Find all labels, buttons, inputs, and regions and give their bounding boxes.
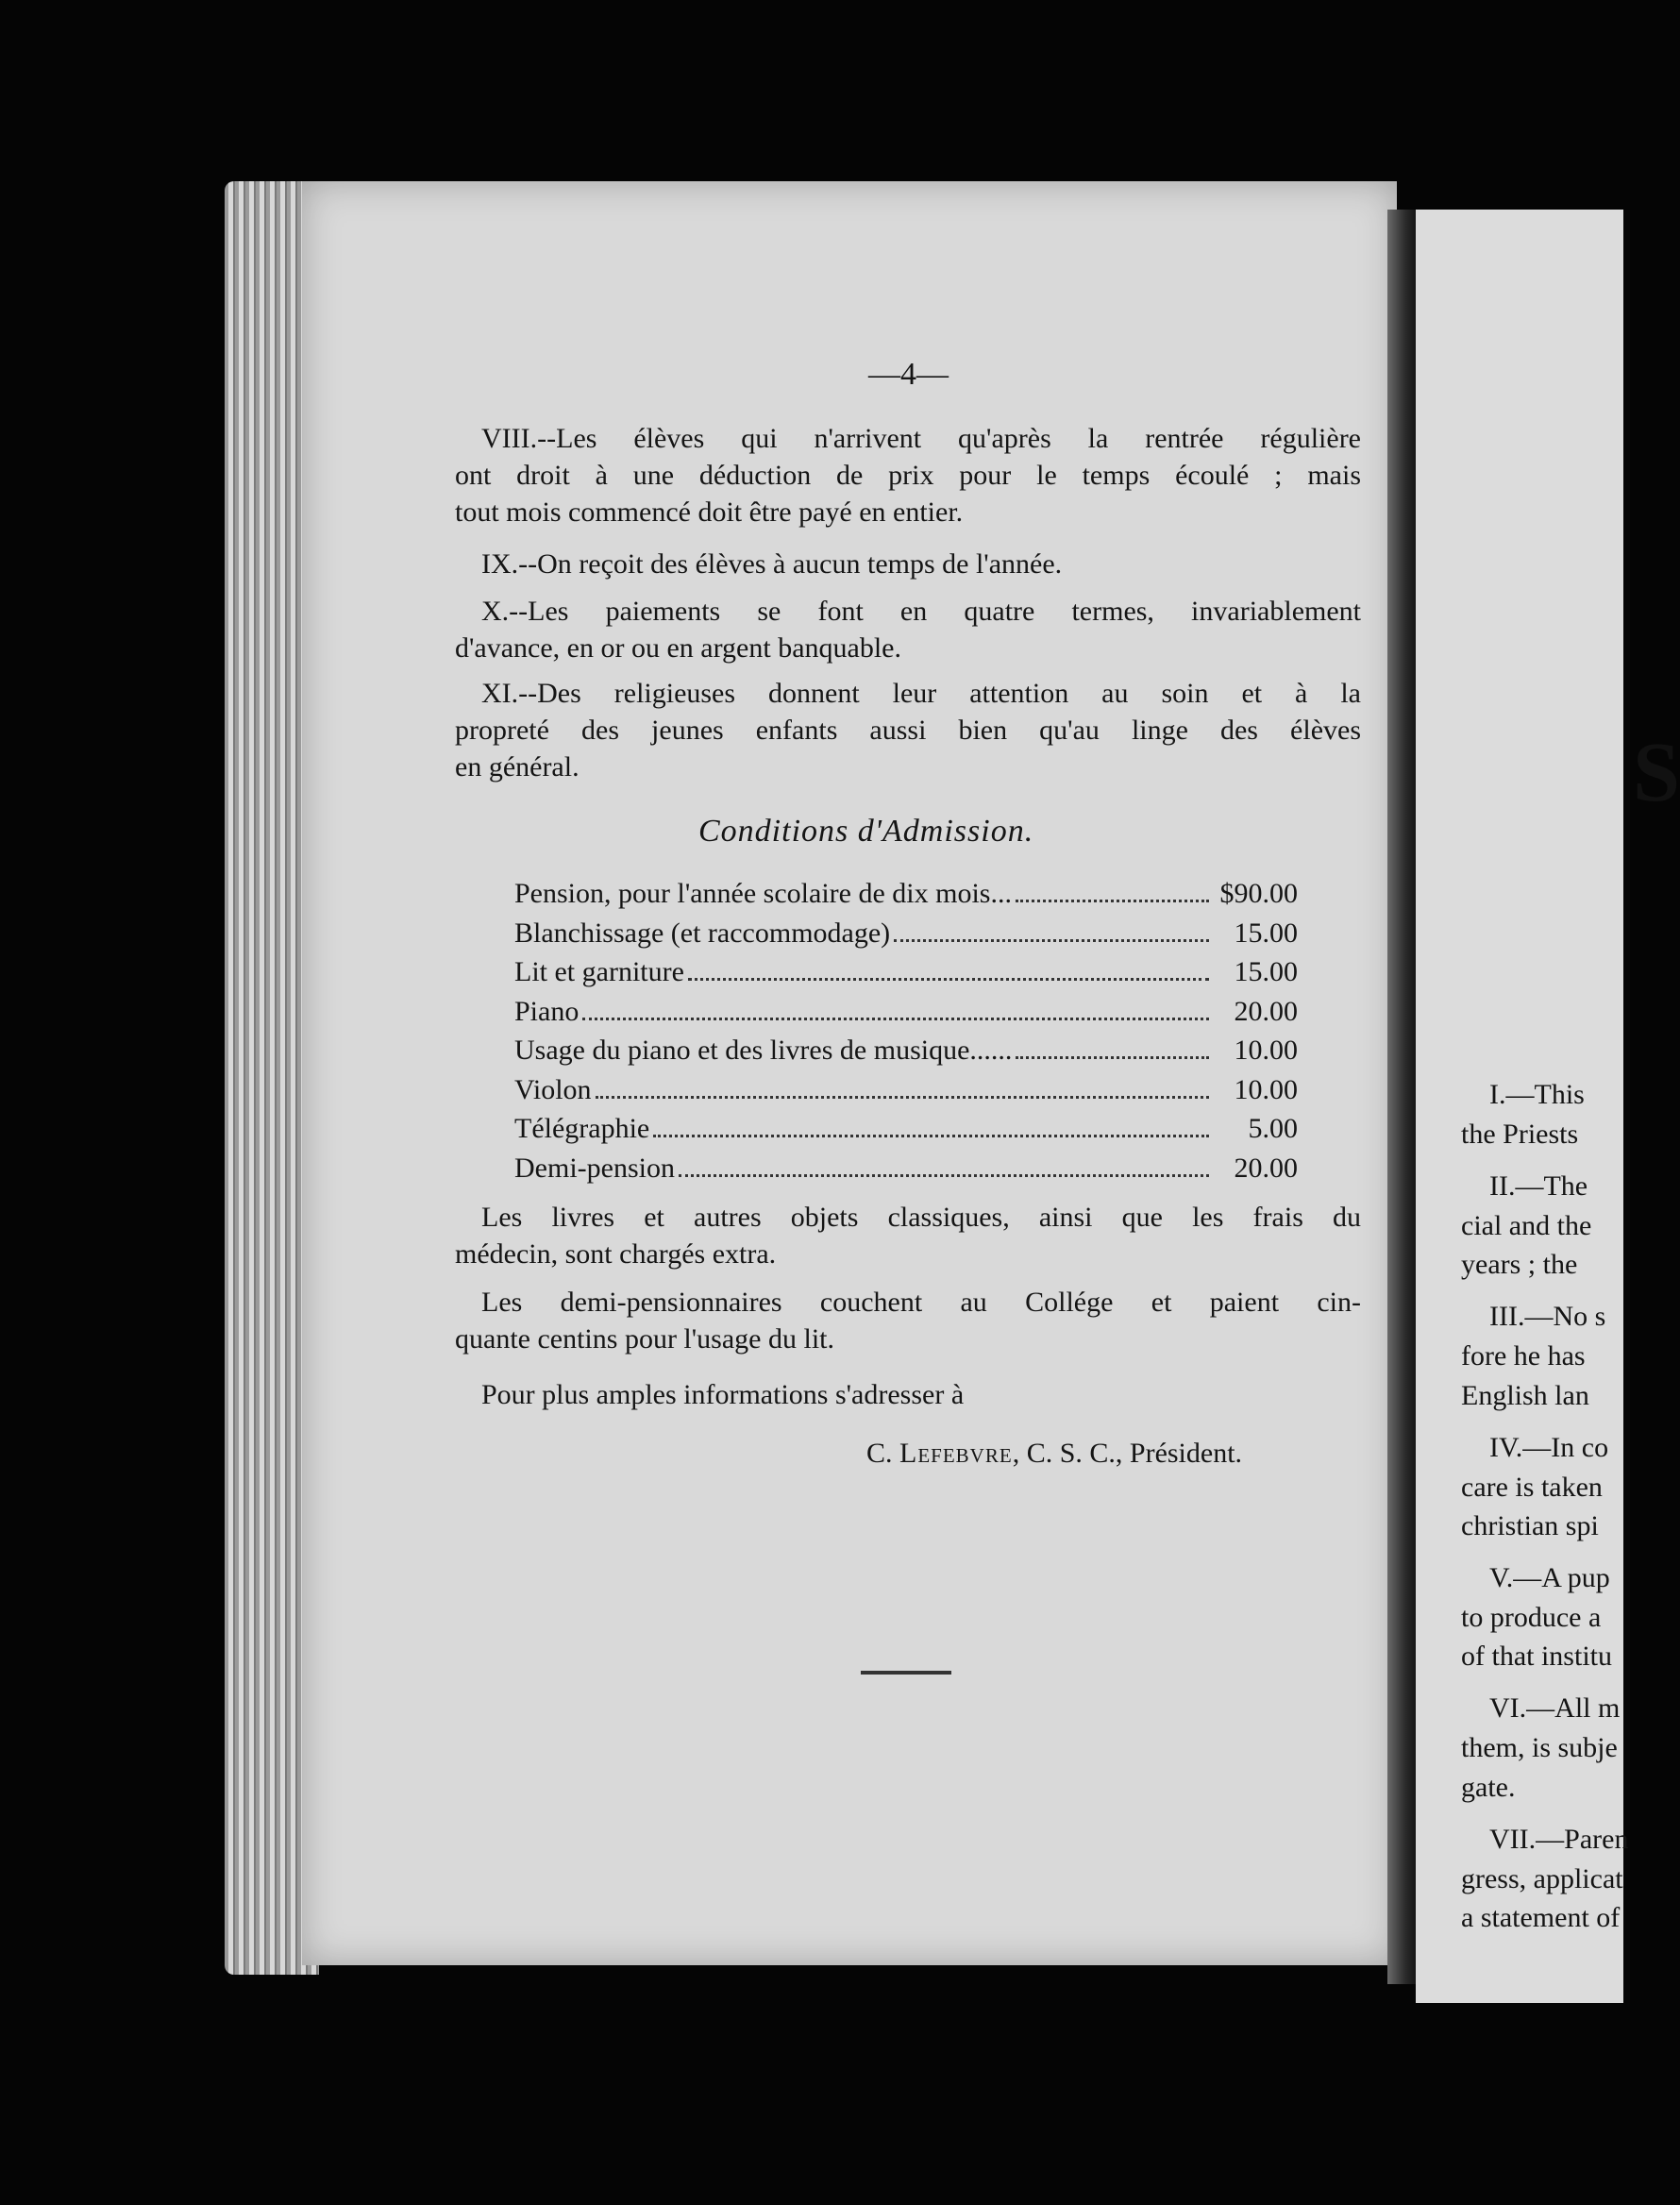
note-paragraph: [455, 1376, 1361, 1413]
fee-amount: $90.00: [1219, 878, 1298, 909]
rule-paragraph: [455, 593, 1361, 666]
leader-dots: [679, 1149, 1209, 1177]
note-line: Les livres et autres objets classiques, ainsi que les frais du: [481, 1202, 1361, 1233]
signature-name: Lefebvre: [899, 1438, 1013, 1469]
fee-row: [514, 1149, 1298, 1188]
rule-line: propreté des jeunes enfants aussi bien qu'au linge des élèves: [455, 715, 1361, 746]
right-page-line: the Priests: [1461, 1119, 1579, 1150]
note-line: Les demi-pensionnaires couchent au Collége et paient cin-: [481, 1287, 1361, 1318]
right-page-line: cial and the: [1461, 1210, 1592, 1241]
right-page-line: gress, applicat: [1461, 1863, 1623, 1894]
right-page-line: V.—A pup: [1489, 1562, 1610, 1593]
signature-suffix: , C. S. C., Président.: [1012, 1438, 1243, 1469]
rule-line: d'avance, en or ou en argent banquable.: [455, 632, 901, 664]
rule-paragraph: [455, 546, 1361, 582]
right-page-line: christian spi: [1461, 1510, 1599, 1541]
rule-line: en général.: [455, 751, 580, 783]
right-page-line: VI.—All m: [1489, 1692, 1621, 1724]
rule-paragraph: [455, 420, 1361, 530]
note-paragraph: [455, 1284, 1361, 1357]
fee-table: [514, 874, 1298, 1187]
page-number: —4—: [868, 357, 949, 392]
book-gutter: [1387, 210, 1418, 1984]
fee-amount: 20.00: [1234, 1152, 1298, 1184]
rule-line: X.--Les paiements se font en quatre termes, invariablement: [481, 596, 1361, 627]
right-page-line: IV.—In co: [1489, 1432, 1609, 1463]
right-page: [1416, 210, 1680, 2003]
fee-row: [514, 1031, 1298, 1070]
leader-dots: [1016, 1031, 1209, 1059]
fee-label: Télégraphie: [514, 1113, 650, 1144]
fee-label: Blanchissage (et raccommodage): [514, 917, 891, 949]
fee-amount: 5.00: [1248, 1113, 1298, 1144]
right-page-line: to produce a: [1461, 1602, 1602, 1633]
leader-dots: [596, 1070, 1209, 1099]
fee-row: [514, 914, 1298, 953]
fee-label: Violon: [514, 1073, 592, 1105]
right-page-line: VII.—Paren: [1489, 1824, 1629, 1855]
rule-line: XI.--Des religieuses donnent leur attention au soin et à la: [481, 678, 1361, 709]
leader-dots: [688, 952, 1209, 981]
right-page-line: II.—The: [1489, 1170, 1588, 1202]
fee-amount: 20.00: [1234, 995, 1298, 1027]
right-page-line: I.—This: [1489, 1079, 1585, 1110]
right-page-line: years ; the: [1461, 1249, 1578, 1280]
note-line: Pour plus amples informations s'adresser à: [481, 1379, 965, 1410]
fee-amount: 15.00: [1234, 956, 1298, 987]
right-page-line: English lan: [1461, 1380, 1589, 1411]
right-page-heading-fragment: S: [1633, 726, 1680, 819]
fee-label: Piano: [514, 995, 580, 1027]
leader-dots: [1016, 874, 1209, 902]
fee-row: [514, 952, 1298, 992]
rule-line: tout mois commencé doit être payé en entier.: [455, 497, 964, 528]
right-page-line: gate.: [1461, 1772, 1516, 1803]
conditions-heading: Conditions d'Admission.: [698, 814, 1034, 849]
fee-label: Usage du piano et des livres de musique......: [514, 1035, 1013, 1066]
fee-row: [514, 992, 1298, 1032]
right-page-line: them, is subje: [1461, 1732, 1618, 1763]
right-page-line: fore he has: [1461, 1340, 1586, 1372]
note-line: médecin, sont chargés extra.: [455, 1238, 777, 1270]
leader-dots: [894, 914, 1209, 942]
right-page-line: of that institu: [1461, 1641, 1612, 1672]
right-page-line: III.—No s: [1489, 1301, 1606, 1332]
rule-line: VIII.--Les élèves qui n'arrivent qu'après la rentrée régulière: [481, 423, 1361, 454]
rule-line: IX.--On reçoit des élèves à aucun temps de l'année.: [481, 548, 1063, 580]
fee-amount: 10.00: [1234, 1035, 1298, 1066]
closing-rule: [861, 1671, 951, 1675]
right-page-line: care is taken: [1461, 1472, 1603, 1503]
fee-label: Lit et garniture: [514, 956, 684, 987]
fee-amount: 10.00: [1234, 1073, 1298, 1105]
right-page-line: a statement of: [1461, 1902, 1621, 1933]
fee-row: [514, 1109, 1298, 1149]
rule-paragraph: [455, 675, 1361, 785]
fee-label: Demi-pension: [514, 1152, 675, 1184]
fee-label: Pension, pour l'année scolaire de dix mois...: [514, 878, 1012, 909]
fee-row: [514, 1070, 1298, 1110]
fee-row: [514, 874, 1298, 914]
note-paragraph: [455, 1199, 1361, 1272]
rule-line: ont droit à une déduction de prix pour le temps écoulé ; mais: [455, 460, 1361, 491]
signature-initial: C.: [866, 1438, 893, 1469]
leader-dots: [653, 1109, 1209, 1137]
fee-amount: 15.00: [1234, 917, 1298, 949]
note-line: quante centins pour l'usage du lit.: [455, 1323, 834, 1355]
leader-dots: [582, 992, 1209, 1020]
signature: [866, 1438, 1242, 1470]
